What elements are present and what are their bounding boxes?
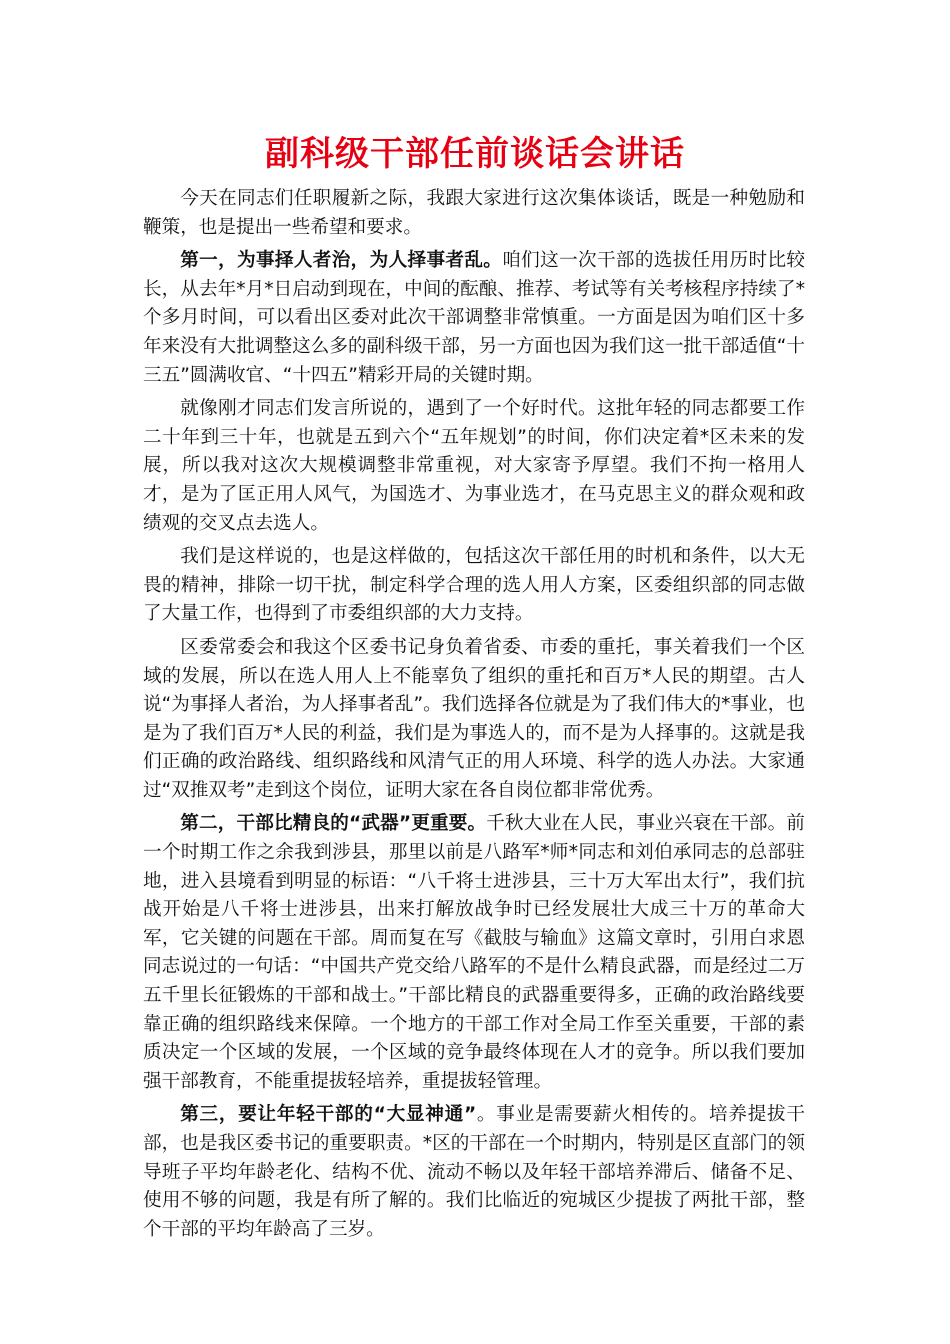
paragraph-selection-work (143, 543, 805, 629)
document-title: 副科级干部任前谈话会讲话 (265, 134, 685, 174)
paragraph-text: 咱们这一次干部的选拔任用历时比较长，从去年*月*日启动到现在，中间的酝酿、推荐、考试等有关考核程序持续了*个多月时间，可以看出区委对此次干部调整非常慎重。一方面是因为咱们区十多年来没有大批调整这么多的副科级干部，另一方面也因为我们这一批干部适值“十三五”圆满收官、“十四五”精彩开局的关键时期。 (143, 250, 805, 386)
paragraph-text: 我们是这样说的，也是这样做的，包括这次干部任用的时机和条件，以大无畏的精神，排除一切干扰，制定科学合理的选人用人方案，区委组织部的同志做了大量工作，也得到了市委组织部的大力支持。 (143, 546, 805, 625)
paragraph-text: 今天在同志们任职履新之际，我跟大家进行这次集体谈话，既是一种勉励和鞭策，也是提出一些希望和要求。 (143, 188, 805, 238)
paragraph-text: 千秋大业在人民，事业兴衰在干部。前一个时期工作之余我到涉县，那里以前是八路军*师*同志和刘伯承同志的总部驻地，进入县境看到明显的标语：“八千将士进涉县，三十万大军出太行”，我们抗战开始是八千将士进涉县，出来打解放战争时已经发展壮大成三十万的革命大军，它关键的问题在干部。周而复在写《截肢与输血》这篇文章时，引用白求恩同志说过的一句话：“中国共产党交给八路军的不是什么精良武器，而是经过二万五千里长征锻炼的干部和战士。”干部比精良的武器重要得多，正确的政治路线要靠正确的组织路线来保障。一个地方的干部工作对全局工作至关重要，干部的素质决定一个区域的发展，一个区域的竞争最终体现在人才的竞争。所以我们要加强干部教育，不能重提拔轻培养，重提拔轻管理。 (143, 813, 805, 1092)
paragraph-text: 。事业是需要薪火相传的。培养提拔干部，也是我区委书记的重要职责。*区的干部在一个时期内，特别是区直部门的领导班子平均年龄老化、结构不优、流动不畅以及年轻干部培养滞后、储备不足、使用不够的问题，我是有所了解的。我们比临近的宛城区少提拔了两批干部，整个干部的平均年龄高了三岁。 (143, 1104, 805, 1240)
paragraph-point-two (143, 810, 805, 1096)
paragraph-intro (143, 185, 805, 242)
paragraph-heading: 第三，要让年轻干部的“大显神通” (180, 1104, 477, 1126)
paragraph-good-era (143, 395, 805, 538)
paragraph-point-three (143, 1101, 805, 1244)
paragraph-text: 区委常委会和我这个区委书记身负着省委、市委的重托，事关着我们一个区域的发展，所以在选人用人上不能辜负了组织的重托和百万*人民的期望。古人说“为事择人者治，为人择事者乱”。我们选择各位就是为了我们伟大的*事业，也是为了我们百万*人民的利益，我们是为事选人的，而不是为人择事的。这就是我们正确的政治路线、组织路线和风清气正的用人环境、科学的选人办法。大家通过“双推双考”走到这个岗位，证明大家在各自岗位都非常优秀。 (143, 636, 805, 801)
paragraph-point-one (143, 247, 805, 390)
document-body (143, 185, 805, 1249)
paragraph-text: 就像刚才同志们发言所说的，遇到了一个好时代。这批年轻的同志都要工作二十年到三十年，也就是五到六个“五年规划”的时间，你们决定着*区未来的发展，所以我对这次大规模调整非常重视，对大家寄予厚望。我们不拘一格用人才，是为了匡正用人风气，为国选才、为事业选才，在马克思主义的群众观和政绩观的交叉点去选人。 (143, 398, 805, 534)
paragraph-heading: 第二，干部比精良的“武器”更重要。 (180, 813, 487, 835)
paragraph-committee (143, 634, 805, 806)
paragraph-heading: 第一，为事择人者治，为人择事者乱。 (180, 250, 503, 272)
